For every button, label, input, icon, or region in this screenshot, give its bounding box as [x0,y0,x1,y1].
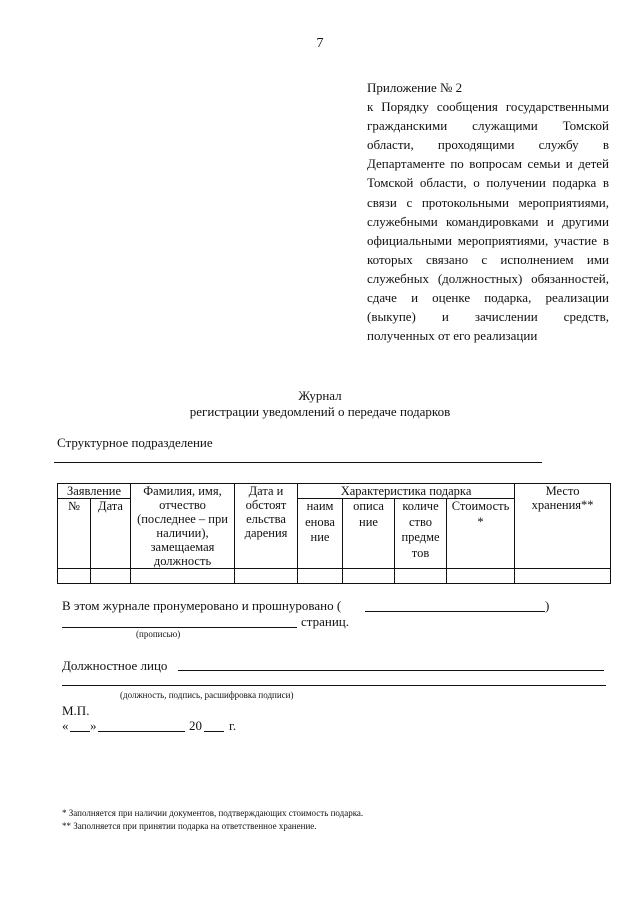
pages-label: страниц. [301,614,350,629]
col-storage-place: Место хранения** [515,484,611,569]
col-date: Дата [91,499,131,569]
table-cell[interactable] [343,569,395,584]
table-cell[interactable] [298,569,343,584]
table-cell[interactable] [235,569,298,584]
col-gift-characteristics: Характеристика подарка [298,484,515,499]
numbered-close: ) [545,598,550,613]
journal-title: Журнал [298,388,342,403]
col-fio: Фамилия, имя, отчество (последнее – при наличии), замещаемая должность [131,484,235,569]
appendix-body: к Порядку сообщения государственными гражданскими служащими Томской области, проходящими службу в Департаменте по вопросам семьи и детей Томской области, о получении подарка в связи с протокольными мероприятиями, служебными командировками и другими официальными мероприятиями, участие в которых связано с исполнением ими служебных (должностных) обязанностей, сдаче и оценке подарка, реализации (выкупе) и зачислении средств, полученных от его реализации [367,99,609,344]
numbered-count-line[interactable] [365,611,545,612]
registration-table [57,483,611,584]
in-words-hint: (прописью) [136,629,181,639]
col-gift-description: описа ние [343,499,395,569]
date-year-prefix: 20 [189,718,202,733]
col-date-circumstances: Дата и обстоят ельства дарения [235,484,298,569]
official-label: Должностное лицо [62,658,168,673]
col-gift-quantity: количе ство предме тов [395,499,447,569]
journal-subtitle: регистрации уведомлений о передаче подарков [189,404,451,419]
table-cell[interactable] [447,569,515,584]
official-line[interactable] [178,670,604,671]
date-open-quote: « [62,718,69,733]
numbered-text: В этом журнале пронумеровано и прошнуровано ( [62,598,342,613]
official-hint: (должность, подпись, расшифровка подписи) [120,690,294,700]
col-gift-cost: Стоимость * [447,499,515,569]
date-year-suffix: г. [229,718,237,733]
footnote-storage: ** Заполняется при принятии подарка на ответственное хранение. [62,821,317,831]
appendix-header [367,78,609,345]
structural-unit-line [54,462,542,463]
official-signature-line[interactable] [62,685,606,686]
pages-in-words-line[interactable] [62,627,297,628]
date-close-quote: » [90,718,97,733]
col-gift-name: наим енова ние [298,499,343,569]
col-number: № [58,499,91,569]
table-row [58,569,611,584]
date-day-line[interactable] [70,731,90,732]
seal-label: М.П. [62,703,90,718]
date-month-line[interactable] [98,731,185,732]
table-cell[interactable] [131,569,235,584]
structural-unit-label: Структурное подразделение [57,435,213,450]
table-cell[interactable] [91,569,131,584]
table-cell[interactable] [395,569,447,584]
table-cell[interactable] [58,569,91,584]
col-application: Заявление [58,484,131,499]
date-year-line[interactable] [204,731,224,732]
appendix-title: Приложение № 2 [367,80,463,95]
footnote-cost: * Заполняется при наличии документов, подтверждающих стоимость подарка. [62,808,364,818]
page-number: 7 [316,36,324,51]
table-cell[interactable] [515,569,611,584]
